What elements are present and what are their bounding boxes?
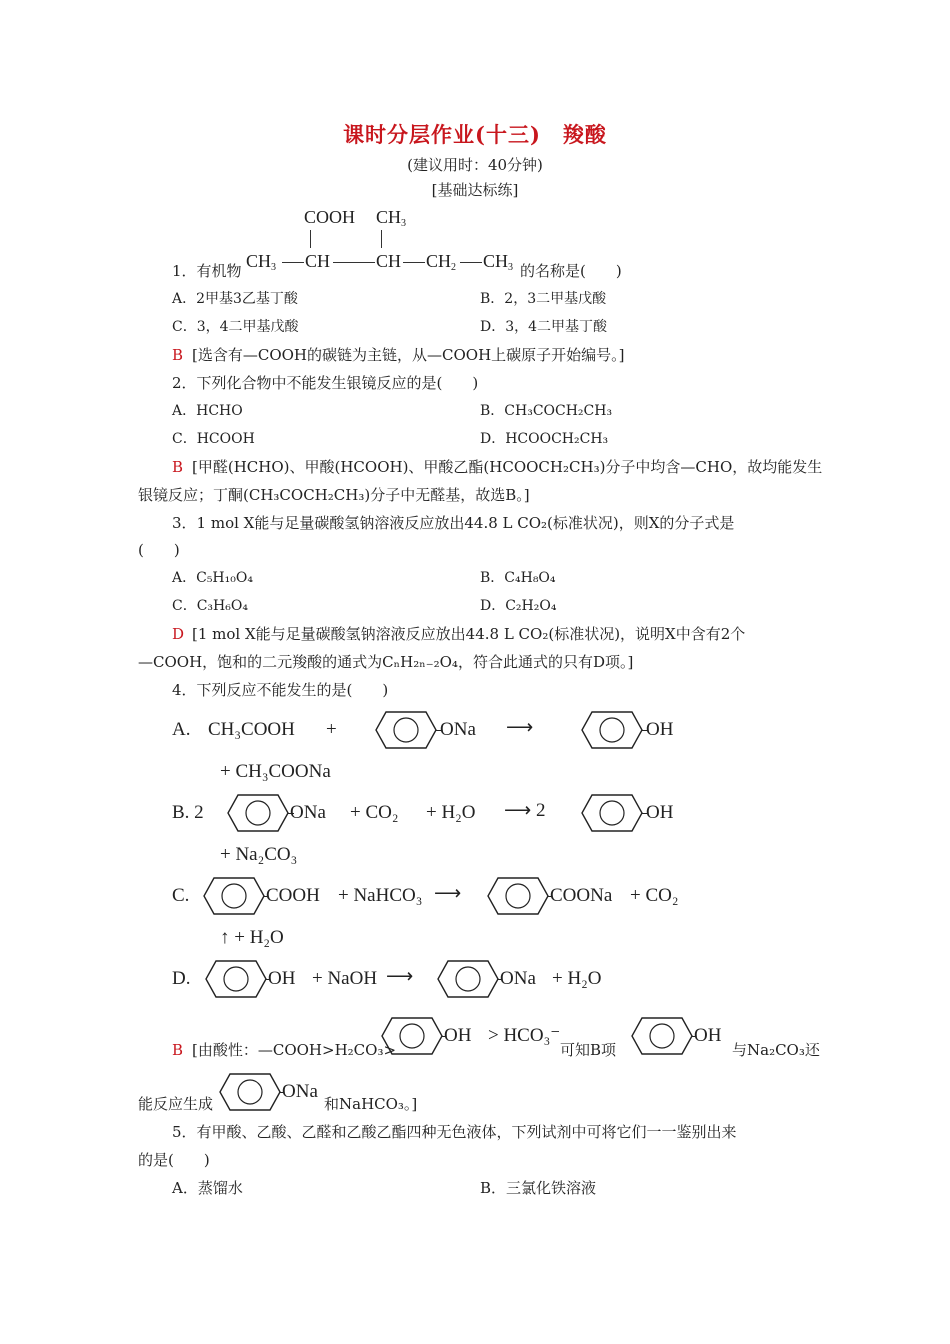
q1-bond-2 bbox=[333, 262, 375, 263]
benzene-ring-icon bbox=[580, 793, 644, 833]
q4-d-arrow: ⟶ bbox=[386, 966, 414, 987]
q1-bond-vertical-1 bbox=[310, 230, 311, 248]
q4-exp-part3: 可知B项 bbox=[560, 1041, 617, 1059]
benzene-ring-icon bbox=[226, 793, 290, 833]
q4-b-oh: OH bbox=[646, 802, 674, 823]
q4-exp-oh-2: OH bbox=[694, 1025, 722, 1046]
q5-option-b: B．三氯化铁溶液 bbox=[480, 1179, 597, 1197]
q4-exp-oh: OH bbox=[444, 1025, 472, 1046]
q1-stem-pre: 1．有机物 bbox=[172, 262, 242, 280]
q3-explanation-1: [1 mol X能与足量碳酸氢钠溶液反应放出44.8 L CO₂(标准状况)，说明X中含有2个 bbox=[192, 625, 746, 643]
q1-answer: B bbox=[172, 346, 184, 364]
q4-c-line2: ↑ + H₂O bbox=[220, 927, 284, 948]
benzene-ring-icon bbox=[486, 876, 550, 916]
q4-exp-part2: > HCO₃⁻ bbox=[488, 1025, 561, 1046]
q2-explanation-1: [甲醛(HCHO)、甲酸(HCOOH)、甲酸乙酯(HCOOCH₂CH₃)分子中均含—CHO，故均能发生 bbox=[192, 458, 823, 476]
q4-b-ona: ONa bbox=[290, 802, 326, 823]
q1-bond-4 bbox=[460, 262, 482, 263]
q4-b-co2: + CO₂ bbox=[350, 802, 399, 823]
q4-d-ona: ONa bbox=[500, 968, 536, 989]
q4-exp-ona: ONa bbox=[282, 1081, 318, 1102]
q3-option-d: D．C₂H₂O₄ bbox=[480, 598, 557, 614]
q3-option-a: A．C₅H₁₀O₄ bbox=[172, 570, 253, 586]
q1-ch3-top: $CH_3$ bbox=[376, 207, 407, 229]
q1-option-b: B．2，3二甲基戊酸 bbox=[480, 291, 607, 307]
benzene-ring-icon bbox=[380, 1016, 444, 1056]
q5-stem-1: 5．有甲酸、乙酸、乙醛和乙酸乙酯四种无色液体，下列试剂中可将它们一一鉴别出来 bbox=[172, 1123, 737, 1141]
q4-answer: B bbox=[172, 1041, 184, 1059]
q4-b-arrow: ⟶ 2 bbox=[504, 800, 546, 821]
q1-option-d: D．3，4二甲基丁酸 bbox=[480, 319, 608, 335]
q3-answer: D bbox=[172, 625, 185, 643]
q4-a-label: A. bbox=[172, 719, 191, 740]
benzene-ring-icon bbox=[218, 1072, 282, 1112]
q4-c-label: C. bbox=[172, 885, 190, 906]
benzene-ring-icon bbox=[204, 959, 268, 999]
q2-stem: 2．下列化合物中不能发生银镜反应的是( ) bbox=[172, 374, 479, 392]
q5-stem-2: 的是( ) bbox=[138, 1151, 210, 1169]
q4-stem: 4．下列反应不能发生的是( ) bbox=[172, 681, 389, 699]
q4-a-line2: + CH₃COONa bbox=[220, 761, 331, 782]
q4-a-plus: + bbox=[326, 719, 337, 740]
q3-stem-1: 3．1 mol X能与足量碳酸氢钠溶液反应放出44.8 L CO₂(标准状况)，则X的分子式是 bbox=[172, 514, 735, 532]
q4-exp-part1: [由酸性：—COOH>H₂CO₃> bbox=[192, 1041, 397, 1059]
q2-explanation-2: 银镜反应；丁酮(CH₃COCH₂CH₃)分子中无醛基，故选B。] bbox=[138, 486, 530, 504]
q1-stem-post: 的名称是( ) bbox=[520, 262, 622, 280]
q1-explanation: [选含有—COOH的碳链为主链，从—COOH上碳原子开始编号。] bbox=[192, 346, 625, 364]
q1-bond-3 bbox=[403, 262, 425, 263]
q1-option-c: C．3，4二甲基戊酸 bbox=[172, 319, 299, 335]
q4-c-cooh: COOH bbox=[266, 885, 320, 906]
q1-option-a: A．2甲基3乙基丁酸 bbox=[172, 291, 298, 307]
q4-d-h2o: + H₂O bbox=[552, 968, 602, 989]
q1-bond-vertical-2 bbox=[381, 230, 382, 248]
q1-bond-1 bbox=[282, 262, 304, 263]
time-hint: (建议用时：40分钟) bbox=[407, 156, 543, 174]
q3-option-c: C．C₃H₆O₄ bbox=[172, 598, 248, 614]
q4-exp-line2-post: 和NaHCO₃。] bbox=[324, 1095, 418, 1113]
benzene-ring-icon bbox=[580, 710, 644, 750]
q1-cooh-label: COOH bbox=[304, 207, 356, 227]
q3-option-b: B．C₄H₈O₄ bbox=[480, 570, 556, 586]
q4-c-coona: COONa bbox=[550, 885, 613, 906]
q4-b-line2: + Na₂CO₃ bbox=[220, 844, 298, 865]
q4-exp-part4: 与Na₂CO₃还 bbox=[732, 1041, 820, 1059]
q4-d-label: D. bbox=[172, 968, 191, 989]
q1-ch3-left: $CH_3$ bbox=[246, 251, 277, 273]
section-heading: [基础达标练] bbox=[431, 181, 519, 199]
q4-exp-line2-pre: 能反应生成 bbox=[138, 1095, 214, 1113]
q2-option-d: D．HCOOCH₂CH₃ bbox=[480, 431, 609, 447]
q1-ch-1: CH bbox=[305, 251, 331, 271]
q1-ch2: $CH_2$ bbox=[426, 251, 457, 273]
page-title: 课时分层作业(十三) 羧酸 bbox=[343, 122, 607, 147]
q4-b-h2o: + H₂O bbox=[426, 802, 476, 823]
q1-ch-2: CH bbox=[376, 251, 402, 271]
q3-stem-2: ( ) bbox=[138, 541, 180, 559]
q2-option-c: C．HCOOH bbox=[172, 431, 255, 447]
q2-option-a: A．HCHO bbox=[172, 403, 243, 419]
q4-a-arrow: ⟶ bbox=[506, 717, 534, 738]
q1-ch3-right: $CH_3$ bbox=[483, 251, 514, 273]
q4-d-naoh: + NaOH bbox=[312, 968, 378, 989]
q2-option-b: B．CH₃COCH₂CH₃ bbox=[480, 403, 613, 419]
benzene-ring-icon bbox=[436, 959, 500, 999]
q4-c-co2: + CO₂ bbox=[630, 885, 679, 906]
q4-a-oh: OH bbox=[646, 719, 674, 740]
q5-option-a: A．蒸馏水 bbox=[172, 1179, 243, 1197]
benzene-ring-icon bbox=[202, 876, 266, 916]
q4-c-nahco3: + NaHCO₃ bbox=[338, 885, 423, 906]
benzene-ring-icon bbox=[374, 710, 438, 750]
q4-b-label: B. 2 bbox=[172, 802, 204, 823]
benzene-ring-icon bbox=[630, 1016, 694, 1056]
q2-answer: B bbox=[172, 458, 184, 476]
q3-explanation-2: —COOH，饱和的二元羧酸的通式为CₙH₂ₙ₋₂O₄，符合此通式的只有D项。] bbox=[138, 653, 634, 671]
q4-a-ona: ONa bbox=[440, 719, 476, 740]
q4-c-arrow: ⟶ bbox=[434, 883, 462, 904]
q4-a-reactant: CH₃COOH bbox=[208, 719, 295, 740]
q4-d-oh: OH bbox=[268, 968, 296, 989]
